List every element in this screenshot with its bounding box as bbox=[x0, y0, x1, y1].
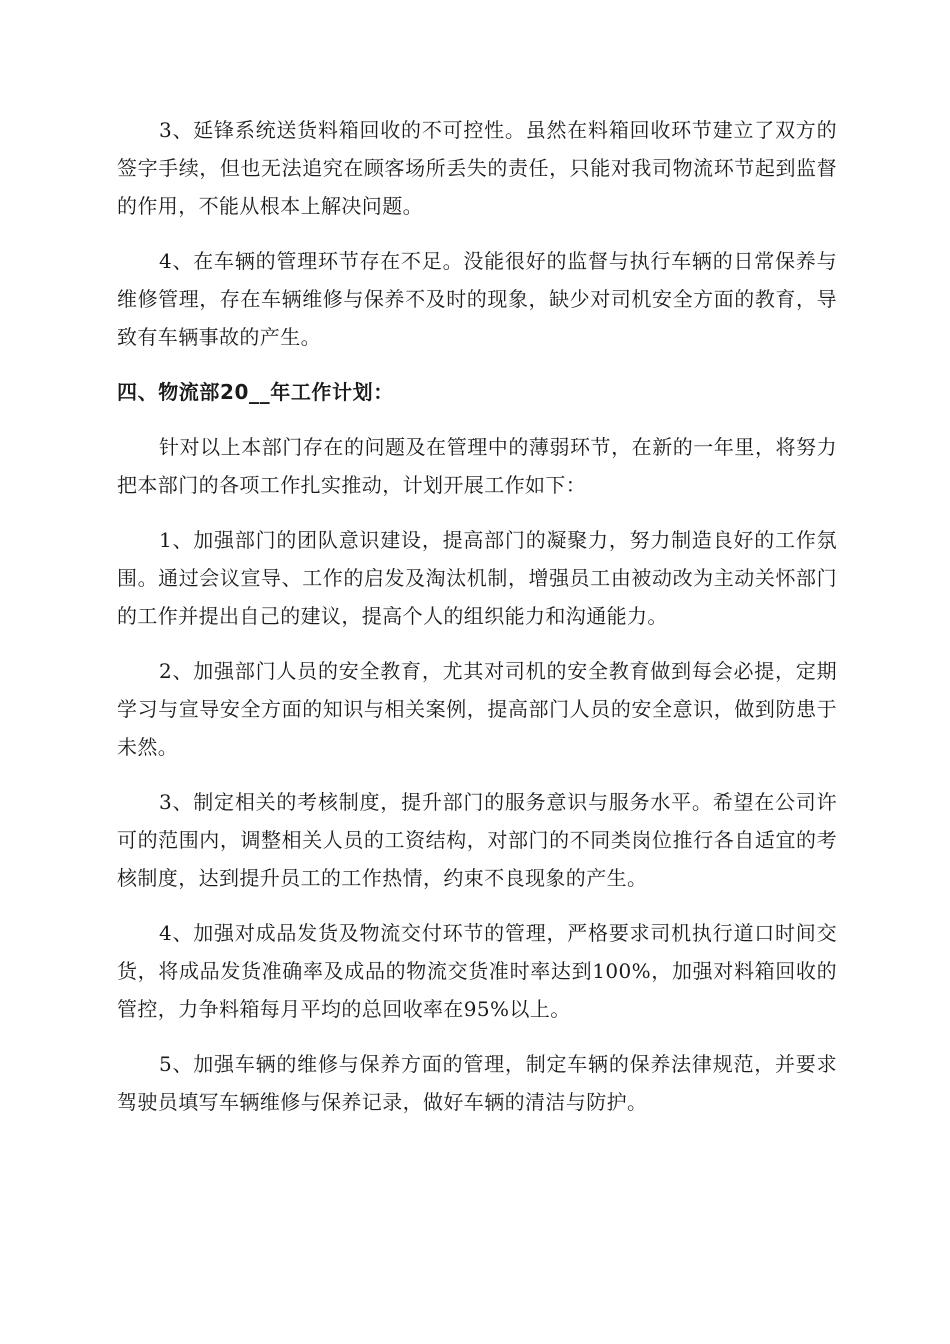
paragraph-problem-3: 3、延锋系统送货料箱回收的不可控性。虽然在料箱回收环节建立了双方的签字手续，但也无法追究在顾客场所丢失的责任，只能对我司物流环节起到监督的作用，不能从根本上解决问题。 bbox=[117, 118, 837, 218]
plan-item-1: 1、加强部门的团队意识建设，提高部门的凝聚力，努力制造良好的工作氛围。通过会议宣导、工作的启发及淘汰机制，增强员工由被动改为主动关怀部门的工作并提出自己的建议，提高个人的组织能力和沟通能力。 bbox=[117, 528, 837, 628]
plan-item-4: 4、加强对成品发货及物流交付环节的管理，严格要求司机执行道口时间交货，将成品发货准确率及成品的物流交货准时率达到100%，加强对料箱回收的管控，力争料箱每月平均的总回收率在95%以上。 bbox=[117, 921, 837, 1021]
plan-item-3: 3、制定相关的考核制度，提升部门的服务意识与服务水平。希望在公司许可的范围内，调整相关人员的工资结构，对部门的不同类岗位推行各自适宜的考核制度，达到提升员工的工作热情，约束不良现象的产生。 bbox=[117, 790, 837, 890]
plan-item-2: 2、加强部门人员的安全教育，尤其对司机的安全教育做到每会必提，定期学习与宣导安全方面的知识与相关案例，提高部门人员的安全意识，做到防患于未然。 bbox=[117, 659, 837, 759]
paragraph-problem-4: 4、在车辆的管理环节存在不足。没能很好的监督与执行车辆的日常保养与维修管理，存在车辆维修与保养不及时的现象，缺少对司机安全方面的教育，导致有车辆事故的产生。 bbox=[117, 249, 837, 349]
section-heading: 四、物流部20__年工作计划： bbox=[117, 380, 394, 404]
document-body bbox=[117, 111, 837, 1138]
plan-item-5: 5、加强车辆的维修与保养方面的管理，制定车辆的保养法律规范，并要求驾驶员填写车辆维修与保养记录，做好车辆的清洁与防护。 bbox=[117, 1052, 837, 1114]
paragraph-intro: 针对以上本部门存在的问题及在管理中的薄弱环节，在新的一年里，将努力把本部门的各项工作扎实推动，计划开展工作如下： bbox=[117, 435, 837, 497]
